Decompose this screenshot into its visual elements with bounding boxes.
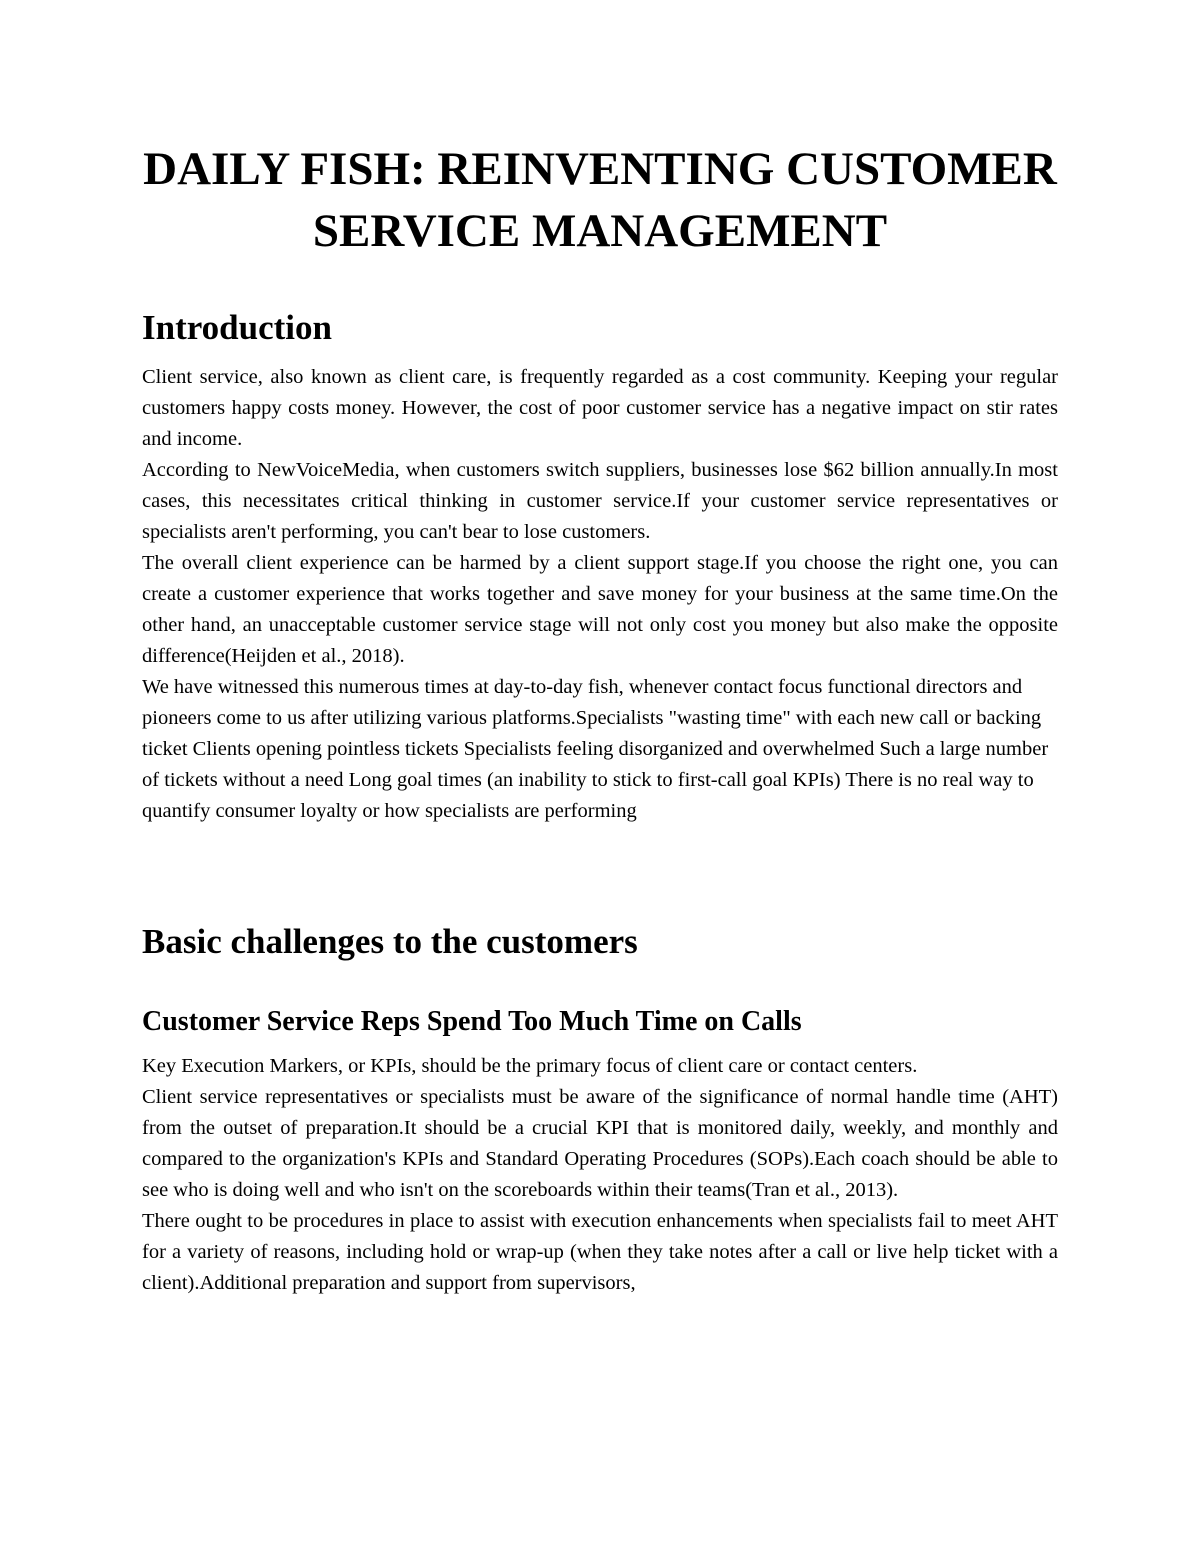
introduction-paragraph: According to NewVoiceMedia, when customers switch suppliers, businesses lose $62 billion annually.In most cases, this necessitates critical thinking in customer service.If your customer service representatives or specialists aren't performing, you can't bear to lose customers. [142,459,1058,543]
introduction-paragraph: We have witnessed this numerous times at day-to-day fish, whenever contact focus functional directors and pioneers come to us after utilizing various platforms.Specialists "wasting time" with each new call or backing ticket Clients opening pointless tickets Specialists feeling disorganized and overwhelmed Such a large number of tickets without a need Long goal times (an inability to stick to first-call goal KPIs) There is no real way to quantify consumer loyalty or how specialists are performing [142,676,1049,822]
introduction-paragraph: The overall client experience can be harmed by a client support stage.If you choose the right one, you can create a customer experience that works together and save money for your business at the same time.On the other hand, an unacceptable customer service stage will not only cost you money but also make the opposite difference(Heijden et al., 2018). [142,552,1058,667]
reps-section-paragraph: Client service representatives or specialists must be aware of the significance of normal handle time (AHT) from the outset of preparation.It should be a crucial KPI that is monitored daily, weekly, and monthly and compared to the organization's KPIs and Standard Operating Procedures (SOPs).Each coach should be able to see who is doing well and who isn't on the scoreboards within their teams(Tran et al., 2013). [142,1086,1058,1201]
document-body [142,138,1058,1299]
introduction-heading: Introduction [142,308,332,347]
reps-section-paragraph: There ought to be procedures in place to assist with execution enhancements when specialists fail to meet AHT for a variety of reasons, including hold or wrap-up (when they take notes after a call or live help ticket with a client).Additional preparation and support from supervisors, [142,1210,1058,1294]
reps-section-paragraph: Key Execution Markers, or KPIs, should be the primary focus of client care or contact centers. [142,1055,918,1077]
introduction-paragraph: Client service, also known as client care, is frequently regarded as a cost community. Keeping your regular customers happy costs money. However, the cost of poor customer service has a negative impact on stir rates and income. [142,366,1058,450]
document-title: DAILY FISH: REINVENTING CUSTOMER SERVICE MANAGEMENT [143,143,1057,257]
challenges-heading: Basic challenges to the customers [142,922,638,961]
reps-section-heading: Customer Service Reps Spend Too Much Time on Calls [142,1006,802,1037]
